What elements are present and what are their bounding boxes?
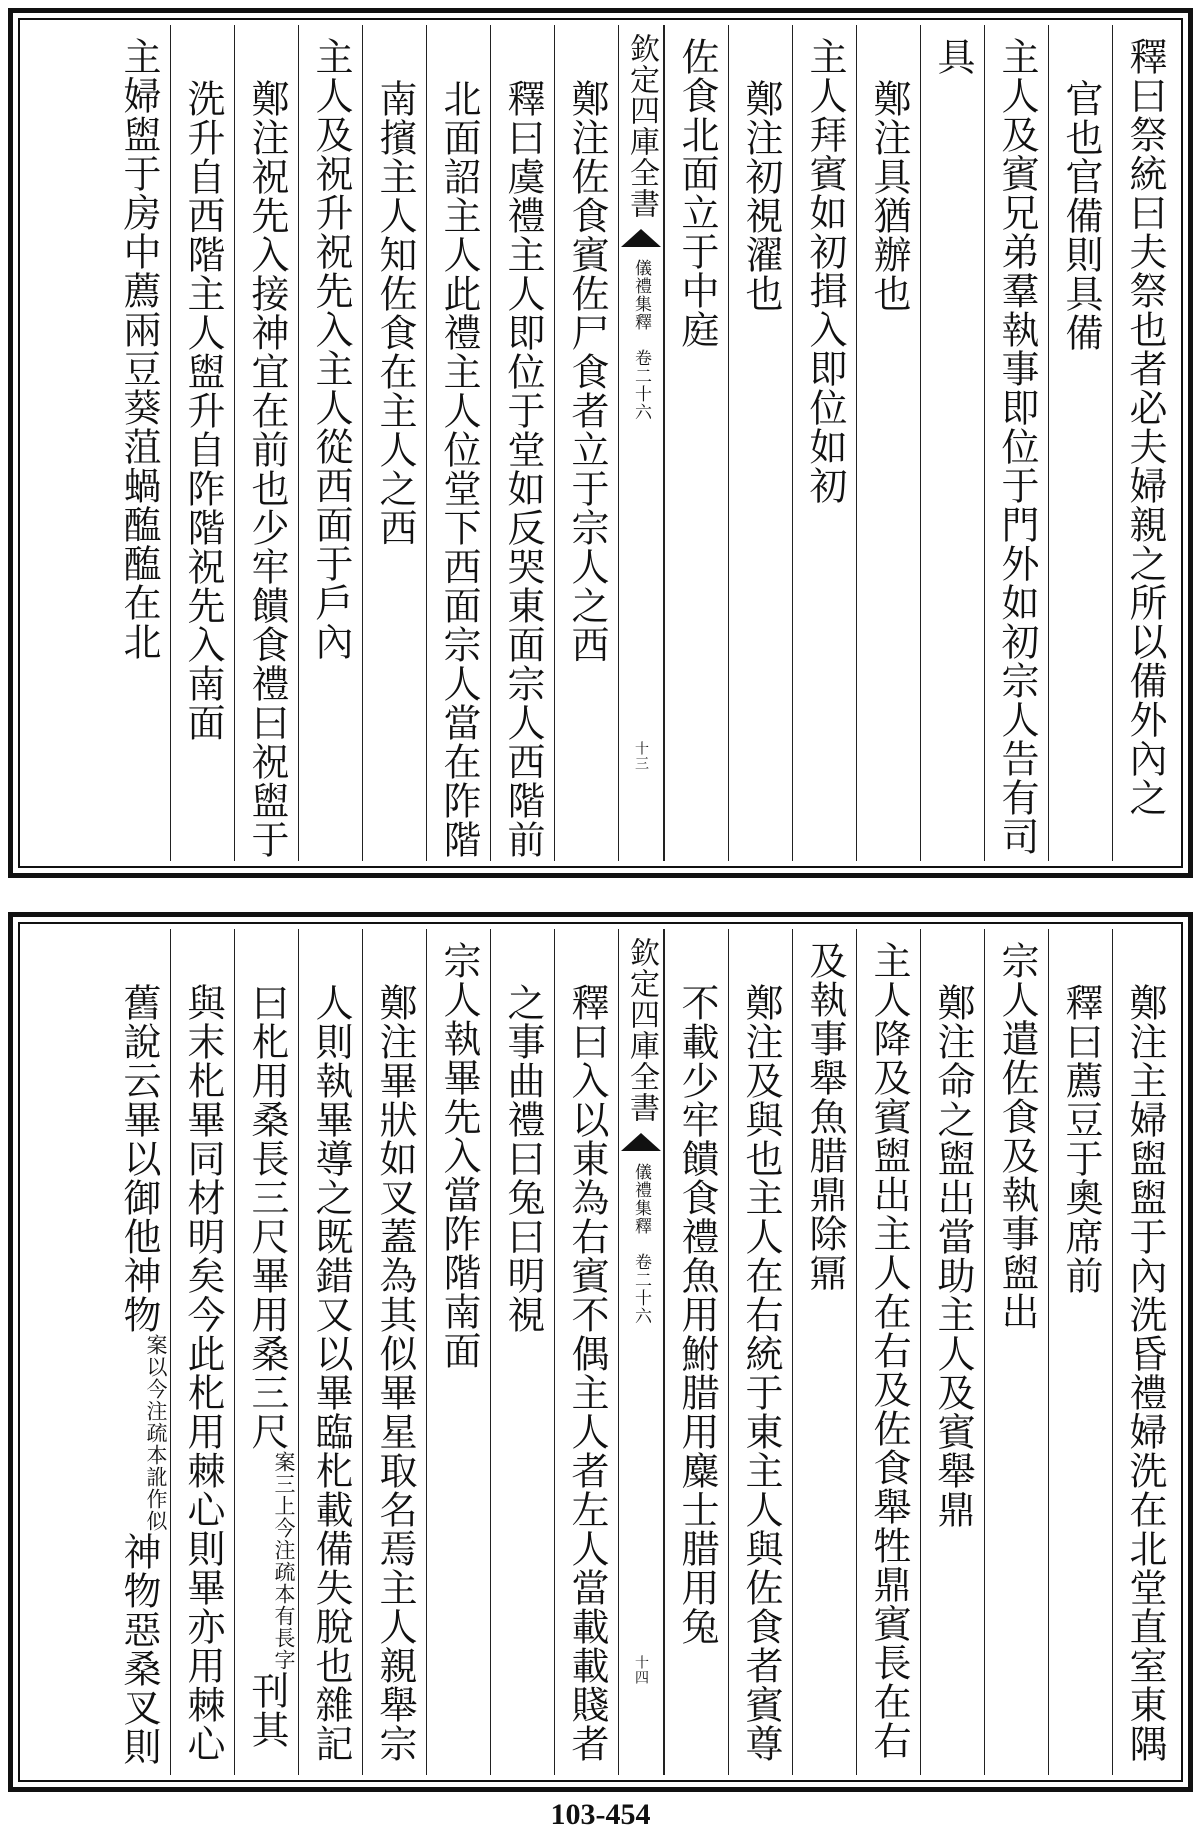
text-column: 宗人遣佐食及執事盥出 <box>984 929 1048 1775</box>
column-text: 刊其 <box>245 1671 289 1749</box>
text-column: 佐食北面立于中庭 <box>664 25 728 861</box>
leaf-number: 十三 <box>633 741 649 771</box>
book-page-top <box>8 8 1193 878</box>
text-column: 鄭注具猶辦也 <box>856 25 920 861</box>
text-column <box>234 929 298 1775</box>
text-column: 官也官備則具備 <box>1048 25 1112 861</box>
text-column: 鄭注佐食賓佐尸食者立于宗人之西 <box>554 25 618 861</box>
text-columns <box>25 929 1176 1775</box>
text-column: 與末朼畢同材明矣今此朼用棘心則畢亦用棘心 <box>170 929 234 1775</box>
text-column: 鄭注及與也主人在右統于東主人與佐食者賓尊 <box>728 929 792 1775</box>
text-column: 主人及祝升祝先入主人從西面于戶內 <box>298 25 362 861</box>
text-column: 釋曰虞禮主人即位于堂如反哭東面宗人西階前 <box>490 25 554 861</box>
text-column <box>106 929 170 1775</box>
text-column: 釋曰薦豆于奧席前 <box>1048 929 1112 1775</box>
text-column: 人則執畢導之既錯又以畢臨朼載備失脫也雜記 <box>298 929 362 1775</box>
text-column: 主人降及賓盥出主人在右及佐食舉牲鼎賓長在右 <box>856 929 920 1775</box>
text-columns <box>25 25 1176 861</box>
text-column: 鄭注初視濯也 <box>728 25 792 861</box>
book-page-bottom <box>8 912 1193 1792</box>
text-column: 主人及賓兄弟羣執事即位于門外如初宗人告有司 <box>984 25 1048 861</box>
collation-note: 案三上今注疏本有長字 <box>272 1451 296 1671</box>
text-column: 不載少牢饋食禮魚用鮒腊用麋士腊用兔 <box>664 929 728 1775</box>
book-title: 欽定四庫全書 <box>624 937 659 1123</box>
text-column: 南擯主人知佐食在主人之西 <box>362 25 426 861</box>
fish-tail-mark <box>621 1133 661 1151</box>
leaf-number: 十四 <box>633 1655 649 1685</box>
center-fold <box>618 929 664 1775</box>
text-column: 釋曰入以東為右賓不偶主人者左人當載載賤者 <box>554 929 618 1775</box>
text-column: 釋曰祭統曰夫祭也者必夫婦親之所以備外內之 <box>1112 25 1176 861</box>
text-column: 之事曲禮曰兔曰明視 <box>490 929 554 1775</box>
text-column: 鄭注畢狀如叉蓋為其似畢星取名焉主人親舉宗 <box>362 929 426 1775</box>
collation-note: 案以今注疏本訛作似 <box>144 1334 168 1532</box>
text-column: 北面詔主人此禮主人位堂下西面宗人當在阼階 <box>426 25 490 861</box>
text-column: 具 <box>920 25 984 861</box>
fish-tail-mark <box>621 229 661 247</box>
column-text: 曰朼用桑長三尺畢用桑三尺 <box>245 983 289 1451</box>
text-column: 鄭注主婦盥盥于內洗昏禮婦洗在北堂直室東隅 <box>1112 929 1176 1775</box>
book-title: 欽定四庫全書 <box>624 33 659 219</box>
text-column: 洗升自西階主人盥升自阼階祝先入南面 <box>170 25 234 861</box>
page-number: 103-454 <box>550 1798 651 1831</box>
column-text: 舊說云畢以御他神物 <box>117 983 161 1334</box>
text-column: 宗人執畢先入當阼階南面 <box>426 929 490 1775</box>
text-column: 鄭注祝先入接神宜在前也少牢饋食禮曰祝盥于 <box>234 25 298 861</box>
text-column: 鄭注命之盥出當助主人及賓舉鼎 <box>920 929 984 1775</box>
volume-label: 儀禮集釋 卷二十六 <box>631 259 651 421</box>
text-column: 主人拜賓如初揖入即位如初 <box>792 25 856 861</box>
volume-label: 儀禮集釋 卷二十六 <box>631 1163 651 1325</box>
center-fold <box>618 25 664 861</box>
column-text: 神物惡桑叉則 <box>117 1532 161 1766</box>
text-column: 主婦盥于房中薦兩豆葵菹蝸醢醢在北 <box>117 37 161 661</box>
text-column: 及執事舉魚腊鼎除鼏 <box>792 929 856 1775</box>
